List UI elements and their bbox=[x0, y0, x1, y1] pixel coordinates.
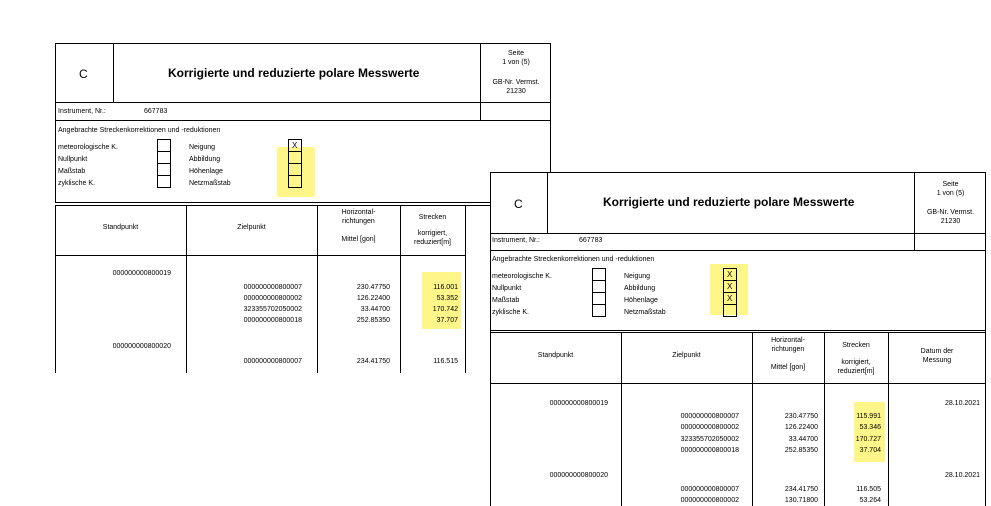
check-mark: X bbox=[292, 141, 298, 150]
column-header: Standpunkt bbox=[102, 224, 139, 231]
document-2 bbox=[490, 172, 986, 506]
column-header: Standpunkt bbox=[537, 352, 574, 359]
column-header: Horizontal- bbox=[771, 337, 805, 344]
standpunkt-value: 000000000800019 bbox=[549, 400, 608, 407]
correction-label: Maßstab bbox=[492, 297, 520, 304]
table-row: 000000000800018 bbox=[243, 317, 302, 324]
correction-label: Netzmaßstab bbox=[624, 309, 666, 316]
column-header: korrigiert, bbox=[417, 230, 448, 237]
page-label: Seite bbox=[508, 50, 524, 57]
form-title: Korrigierte und reduzierte polare Messwerte bbox=[168, 66, 420, 80]
form-title: Korrigierte und reduzierte polare Messwerte bbox=[603, 195, 855, 209]
table-row: 252.85350 bbox=[356, 317, 390, 324]
corrections-heading: Angebrachte Streckenkorrektionen und -reduktionen bbox=[492, 256, 655, 263]
instrument-value: 667783 bbox=[144, 108, 168, 115]
table-row: 37.704 bbox=[859, 447, 881, 454]
table-row: 000000000800007 bbox=[680, 486, 739, 493]
column-header: Zielpunkt bbox=[237, 224, 266, 231]
correction-label: zyklische K. bbox=[492, 309, 529, 316]
table-row: 37.707 bbox=[436, 317, 458, 324]
instrument-label: Instrument, Nr.: bbox=[492, 237, 540, 244]
page-value: 1 von (5) bbox=[502, 59, 530, 66]
instrument-label: Instrument, Nr.: bbox=[58, 108, 106, 115]
check-mark: X bbox=[727, 270, 733, 279]
form-letter: C bbox=[79, 67, 88, 81]
correction-label: Abbildung bbox=[189, 156, 221, 163]
column-header: Horizontal- bbox=[341, 209, 376, 216]
column-header: korrigiert, bbox=[841, 359, 871, 366]
datum-value: 28.10.2021 bbox=[944, 400, 980, 407]
standpunkt-value: 000000000800020 bbox=[112, 343, 171, 350]
table-row: 234.41750 bbox=[784, 486, 818, 493]
column-header: Mittel [gon] bbox=[770, 364, 806, 371]
correction-label: meteorologische K. bbox=[492, 273, 552, 280]
standpunkt-value: 000000000800019 bbox=[112, 270, 171, 277]
table-row: 000000000800002 bbox=[680, 497, 739, 504]
table-row: 126.22400 bbox=[784, 424, 818, 431]
column-header: reduziert[m] bbox=[837, 368, 875, 375]
table-row: 116.505 bbox=[856, 486, 881, 493]
check-mark: X bbox=[727, 282, 733, 291]
correction-label: Neigung bbox=[189, 144, 216, 151]
table-row: 53.346 bbox=[859, 424, 881, 431]
table-row: 000000000800007 bbox=[243, 358, 302, 365]
correction-checkbox[interactable] bbox=[288, 175, 302, 188]
column-header: richtungen bbox=[771, 346, 805, 353]
table-row: 53.352 bbox=[436, 295, 458, 302]
corrections-heading: Angebrachte Streckenkorrektionen und -reduktionen bbox=[58, 127, 221, 134]
gb-label: GB-Nr. Vermst. bbox=[926, 209, 975, 216]
correction-checkbox[interactable] bbox=[592, 304, 606, 317]
check-mark: X bbox=[727, 294, 733, 303]
column-header: reduziert[m] bbox=[414, 239, 451, 246]
table-row: 53.264 bbox=[859, 497, 881, 504]
correction-label: zyklische K. bbox=[58, 180, 95, 187]
table-row: 33.44700 bbox=[788, 436, 818, 443]
table-row: 000000000800002 bbox=[243, 295, 302, 302]
correction-label: Nullpunkt bbox=[58, 156, 88, 163]
table-row: 000000000800007 bbox=[680, 413, 739, 420]
table-row: 170.727 bbox=[855, 436, 881, 443]
gb-label: GB-Nr. Vermst. bbox=[492, 79, 540, 86]
table-row: 130.71800 bbox=[784, 497, 818, 504]
correction-label: Abbildung bbox=[624, 285, 656, 292]
correction-label: meteorologische K. bbox=[58, 144, 118, 151]
table-row: 33.44700 bbox=[360, 306, 390, 313]
datum-value: 28.10.2021 bbox=[944, 472, 980, 479]
table-row: 116.515 bbox=[433, 358, 458, 365]
table-row: 000000000800002 bbox=[680, 424, 739, 431]
column-header: richtungen bbox=[342, 218, 375, 225]
table-row: 323355702050002 bbox=[680, 436, 739, 443]
correction-label: Höhenlage bbox=[189, 168, 223, 175]
gb-value: 21230 bbox=[506, 88, 526, 95]
column-header: Strecken bbox=[418, 214, 447, 221]
column-header: Datum der bbox=[920, 348, 954, 355]
table-row: 230.47750 bbox=[356, 284, 390, 291]
correction-checkbox[interactable] bbox=[723, 304, 737, 317]
gb-value: 21230 bbox=[940, 218, 961, 225]
correction-label: Neigung bbox=[624, 273, 651, 280]
table-row: 170.742 bbox=[432, 306, 458, 313]
standpunkt-value: 000000000800020 bbox=[549, 472, 608, 479]
instrument-value: 667783 bbox=[579, 237, 603, 244]
document-1 bbox=[55, 43, 551, 373]
table-row: 115.991 bbox=[856, 413, 881, 420]
page-value: 1 von (5) bbox=[936, 190, 965, 197]
column-header: Zielpunkt bbox=[672, 352, 701, 359]
correction-label: Höhenlage bbox=[624, 297, 658, 304]
table-row: 323355702050002 bbox=[243, 306, 302, 313]
correction-checkbox[interactable] bbox=[157, 175, 171, 188]
correction-label: Netzmaßstab bbox=[189, 180, 231, 187]
table-row: 116.001 bbox=[433, 284, 458, 291]
table-row: 230.47750 bbox=[784, 413, 818, 420]
correction-label: Maßstab bbox=[58, 168, 86, 175]
table-row: 126.22400 bbox=[356, 295, 390, 302]
column-header: Mittel [gon] bbox=[341, 236, 376, 243]
table-row: 000000000800007 bbox=[243, 284, 302, 291]
correction-label: Nullpunkt bbox=[492, 285, 522, 292]
table-row: 234.41750 bbox=[356, 358, 390, 365]
column-header: Strecken bbox=[842, 342, 870, 349]
page-label: Seite bbox=[942, 181, 959, 188]
table-row: 252.85350 bbox=[784, 447, 818, 454]
table-row: 000000000800018 bbox=[680, 447, 739, 454]
column-header: Messung bbox=[922, 357, 952, 364]
form-letter: C bbox=[514, 197, 523, 211]
